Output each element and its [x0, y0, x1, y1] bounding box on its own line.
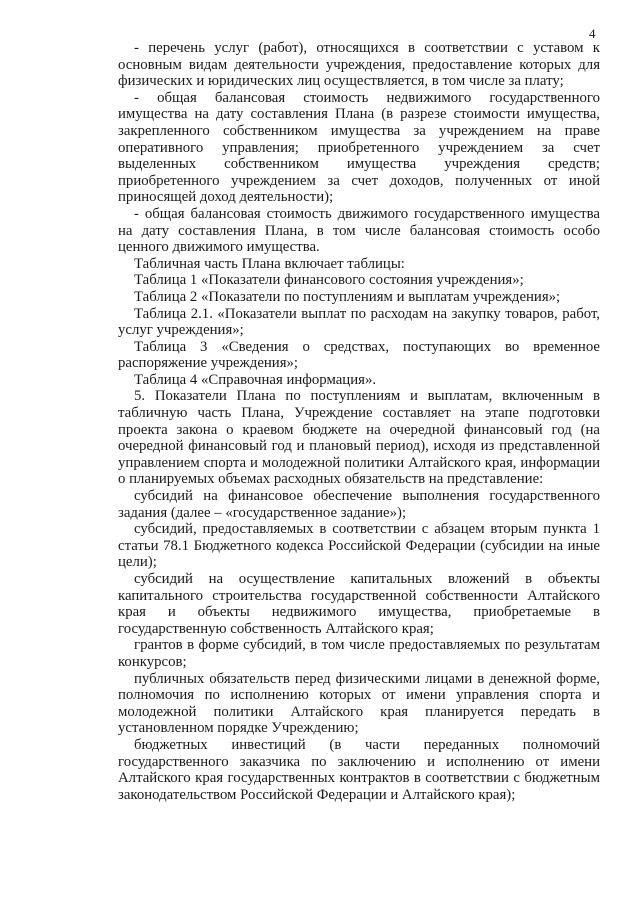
paragraph-immovable-property: - общая балансовая стоимость недвижимого государственного имущества на дату составления Плана (в разрезе стоимости имущества, закрепленного собственником имущества за учреждением на праве оперативного управления; приобретенного учреждением за счет выделенных собственником имущества учреждения средств; приобретенного учреждением за счет доходов, полученных от иной приносящей доход деятельности); [118, 89, 600, 206]
paragraph-table-4: Таблица 4 «Справочная информация». [134, 371, 377, 388]
paragraph-table-2: Таблица 2 «Показатели по поступлениям и выплатам учреждения»; [134, 288, 561, 305]
paragraph-other-purpose-subsidies: субсидий, предоставляемых в соответствии с абзацем вторым пункта 1 статьи 78.1 Бюджетного кодекса Российской Федерации (субсидии на иные цели); [118, 521, 600, 571]
paragraph-table-1: Таблица 1 «Показатели финансового состояния учреждения»; [134, 272, 524, 289]
paragraph-table-3: Таблица 3 «Сведения о средствах, поступающих во временное распоряжение учреждения»; [118, 338, 600, 372]
paragraph-public-obligations: публичных обязательств перед физическими лицами в денежной форме, полномочия по исполнению которых от имени управления спорта и молодежной политики Алтайского края планируется передать в установленном порядке Учреждению; [118, 670, 600, 737]
paragraph-movable-property: - общая балансовая стоимость движимого государственного имущества на дату составления Плана, в том числе балансовая стоимость особо ценного движимого имущества. [118, 205, 600, 256]
paragraph-section-5: 5. Показатели Плана по поступлениям и выплатам, включенным в табличную часть Плана, Учреждение составляет на этапе подготовки проекта закона о краевом бюджете на очередной финансовый год (на очередной финансовый год и плановый период), исходя из представленной управлением спорта и молодежной политики Алтайского края, информации о планируемых объемах расходных обязательств на представление: [118, 388, 600, 488]
paragraph-state-task-subsidies: субсидий на финансовое обеспечение выполнения государственного задания (далее – «государственное задание»); [118, 488, 600, 521]
page-number: 4 [589, 26, 596, 41]
paragraph-capital-investment-subsidies: субсидий на осуществление капитальных вложений в объекты капитального строительства государственной собственности Алтайского края и объекты недвижимого имущества, приобретаемые в государственную собственность Алтайского края; [118, 571, 600, 637]
paragraph-grants: грантов в форме субсидий, в том числе предоставляемых по результатам конкурсов; [118, 637, 600, 670]
paragraph-tables-intro: Табличная часть Плана включает таблицы: [134, 255, 405, 272]
paragraph-table-2-1: Таблица 2.1. «Показатели выплат по расходам на закупку товаров, работ, услуг учреждения»; [118, 305, 600, 339]
document-body [118, 40, 600, 803]
paragraph-services-list: - перечень услуг (работ), относящихся в соответствии с уставом к основным видам деятельности учреждения, предоставление которых для физических и юридических лиц осуществляется, в том числе за плату; [118, 40, 600, 90]
paragraph-budget-investments: бюджетных инвестиций (в части переданных полномочий государственного заказчика по заключению и исполнению от имени Алтайского края государственных контрактов в соответствии с бюджетным законодательством Российской Федерации и Алтайского края); [118, 736, 600, 803]
